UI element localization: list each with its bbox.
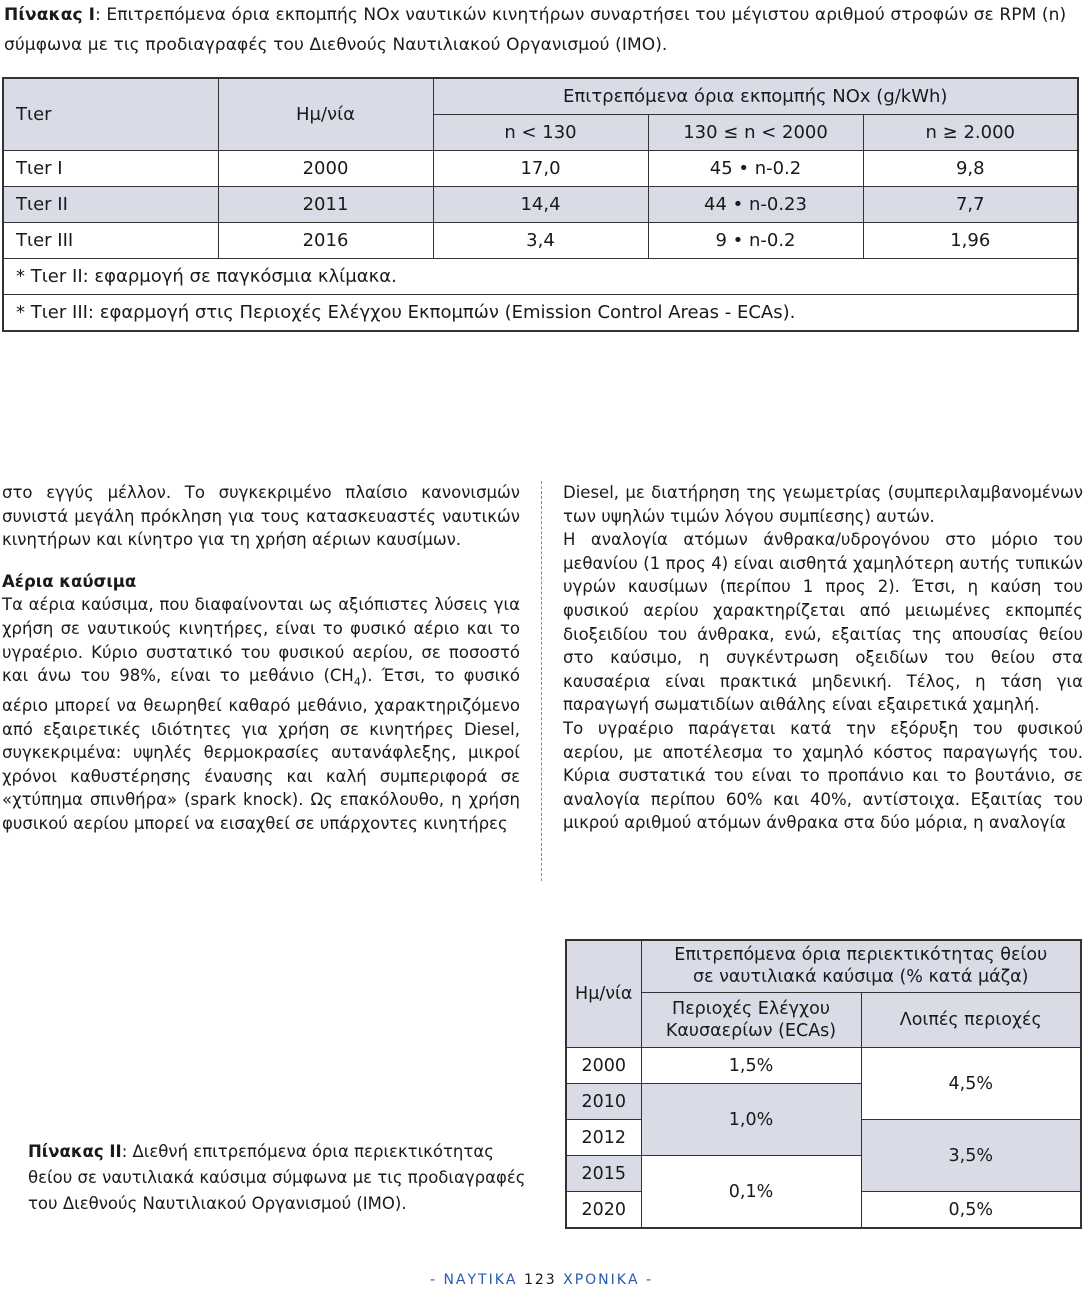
table-row <box>3 187 1078 223</box>
table1-cell-v1: 17,0 <box>433 151 648 187</box>
table2-eca-value: 1,5% <box>641 1048 861 1084</box>
table1-note-tier2: * Tιer II: εφαρμογή σε παγκόσμια κλίμακα. <box>3 259 1078 295</box>
table1-caption-label: Πίνακας Ι <box>4 5 96 25</box>
table2-year: 2012 <box>566 1120 641 1156</box>
table2-caption <box>28 1139 533 1217</box>
table1-caption-text: : Επιτρεπόμενα όρια εκπομπής NOx ναυτικών κινητήρων συναρτήσει του μέγιστου αριθμού στροφών σε RPM (n) σύμφωνα με τις προδιαγραφές του Διεθνούς Ναυτιλιακού Οργανισμού (ΙΜΟ). <box>4 5 1067 55</box>
table1-cell-tier: Tιer III <box>3 223 218 259</box>
table1-caption <box>4 0 1074 60</box>
table1-header-n3: n ≥ 2.000 <box>863 115 1078 151</box>
column-divider <box>541 481 542 881</box>
table2-other-value: 3,5% <box>861 1120 1081 1192</box>
table2-other-value: 4,5% <box>861 1048 1081 1120</box>
table2-header-eca <box>641 992 861 1047</box>
table2-header-eca-line2: Καυσαερίων (ECAs) <box>665 1020 837 1041</box>
paragraph-text: ). Έτσι, το φυσικό αέριο μπορεί να θεωρηθεί καθαρό μεθάνιο, χαρακτηριζόμενο από εξαιρετικές ιδιότητες για χρήση σε κινητήρες Diesel, συγκεκριμένα: υψηλές θερμοκρασίες αυτανάφλεξης, μικροί χρόνοι καθυστέρησης έναυσης και καλή συμπεριφορά σε «χτύπημα σπινθήρα» (spark knock). Ως επακόλουθο, η χρήση φυσικού αερίου μπορεί να εισαχθεί σε υπάρχοντες κινητήρες <box>2 666 520 834</box>
article-intro-paragraph: στο εγγύς μέλλον. Το συγκεκριμένο πλαίσιο κανονισμών συνιστά μεγάλη πρόκληση για τους κατασκευαστές ναυτικών κινητήρων και κίνητρο για τη χρήση αέριων καυσίμων. <box>2 483 520 550</box>
article-right-column <box>563 481 1083 835</box>
table1-cell-date: 2016 <box>218 223 433 259</box>
table1-cell-v3: 7,7 <box>863 187 1078 223</box>
table1-cell-v2: 9 • n-0.2 <box>648 223 863 259</box>
table2-header-limits-line2: σε ναυτιλιακά καύσιμα (% κατά μάζα) <box>692 967 1029 988</box>
table2-header-other: Λοιπές περιοχές <box>861 992 1081 1047</box>
section-heading: Αέρια καύσιμα <box>2 571 137 591</box>
table-row <box>566 1048 1081 1084</box>
table2-year: 2020 <box>566 1192 641 1229</box>
table1-cell-date: 2000 <box>218 151 433 187</box>
footer-left: - ΝΑΥΤΙΚΑ <box>429 1272 518 1288</box>
table1-cell-tier: Tιer II <box>3 187 218 223</box>
table1-cell-v3: 9,8 <box>863 151 1078 187</box>
table1-cell-date: 2011 <box>218 187 433 223</box>
nox-limits-table <box>2 77 1079 332</box>
table2-caption-text: : Διεθνή επιτρεπόμενα όρια περιεκτικότητας θείου σε ναυτιλιακά καύσιμα σύμφωνα με τις προδιαγραφές του Διεθνούς Ναυτιλιακού Οργανισμού (ΙΜΟ). <box>28 1142 526 1213</box>
table1-header-n1: n < 130 <box>433 115 648 151</box>
footer-right: ΧΡΟΝΙΚΑ - <box>563 1272 654 1288</box>
page-footer <box>0 1272 1083 1288</box>
article-paragraph: Το υγραέριο παράγεται κατά την εξόρυξη του φυσικού αερίου, με αποτέλεσμα το χαμηλό κόστος παραγωγής του. Κύρια συστατικά του είναι το προπάνιο και το βουτάνιο, σε αναλογία περίπου 60% και 40%, αντίστοιχα. Εξαιτίας του μικρού αριθμού ατόμων άνθρακα στα δύο μόρια, η αναλογία <box>563 718 1083 833</box>
table2-eca-value: 1,0% <box>641 1084 861 1156</box>
article-left-column <box>2 481 520 836</box>
table-row <box>3 151 1078 187</box>
table2-year: 2000 <box>566 1048 641 1084</box>
table1-header-n2: 130 ≤ n < 2000 <box>648 115 863 151</box>
article-paragraph: Diesel, με διατήρηση της γεωμετρίας (συμπεριλαμβανομένων των υψηλών τιμών λόγου συμπίεσης) αυτών. <box>563 483 1083 526</box>
page-number: 123 <box>523 1272 557 1288</box>
table2-header-limits <box>641 940 1081 992</box>
sulfur-limits-table <box>565 939 1082 1229</box>
table2-year: 2010 <box>566 1084 641 1120</box>
subscript: 4 <box>353 675 361 689</box>
table-row <box>3 223 1078 259</box>
table2-header-date: Ημ/νία <box>566 940 641 1048</box>
article-paragraph: Η αναλογία ατόμων άνθρακα/υδρογόνου στο μόριο του μεθανίου (1 προς 4) είναι αισθητά χαμηλότερη αυτής τυπικών υγρών καυσίμων (περίπου 1 προς 2). Έτσι, η καύση του φυσικού αερίου χαρακτηρίζεται από μειωμένες εκπομπές διοξειδίου του άνθρακα, ενώ, εξαιτίας της απουσίας θείου στο καύσιμο, η συγκέντρωση οξειδίων του θείου στα καυσαέρια είναι πρακτικά μηδενική. Τέλος, η τάση για παραγωγή σωματιδίων αιθάλης είναι εξαιρετικά χαμηλή. <box>563 530 1083 715</box>
table2-other-value: 0,5% <box>861 1192 1081 1229</box>
table1-header-limits: Επιτρεπόμενα όρια εκπομπής NOx (g/kWh) <box>433 78 1078 115</box>
table2-header-limits-line1: Επιτρεπόμενα όρια περιεκτικότητας θείου <box>674 945 1048 966</box>
table1-cell-v1: 14,4 <box>433 187 648 223</box>
table1-header-date: Ημ/νία <box>218 78 433 151</box>
table1-cell-v1: 3,4 <box>433 223 648 259</box>
table1-cell-tier: Tιer I <box>3 151 218 187</box>
table2-year: 2015 <box>566 1156 641 1192</box>
paragraph-text: Τα αέρια καύσιμα, που διαφαίνονται ως αξιόπιστες λύσεις για χρήση σε ναυτικούς κινητήρες, είναι το φυσικό αέριο και το υγραέριο. Κύριο συστατικό του φυσικού αερίου, σε ποσοστό και άνω του 98%, είναι το μεθάνιο (CH <box>2 595 520 686</box>
table1-cell-v2: 44 • n-0.23 <box>648 187 863 223</box>
table2-header-eca-line1: Περιοχές Ελέγχου <box>672 998 830 1019</box>
table1-cell-v3: 1,96 <box>863 223 1078 259</box>
article-paragraph <box>2 593 520 835</box>
table1-header-tier: Tιer <box>3 78 218 151</box>
table2-eca-value: 0,1% <box>641 1156 861 1229</box>
table1-cell-v2: 45 • n-0.2 <box>648 151 863 187</box>
table2-caption-label: Πίνακας ΙΙ <box>28 1142 122 1161</box>
table1-note-tier3: * Tιer III: εφαρμογή στις Περιοχές Ελέγχου Εκπομπών (Emission Control Areas - ECAs). <box>3 295 1078 332</box>
